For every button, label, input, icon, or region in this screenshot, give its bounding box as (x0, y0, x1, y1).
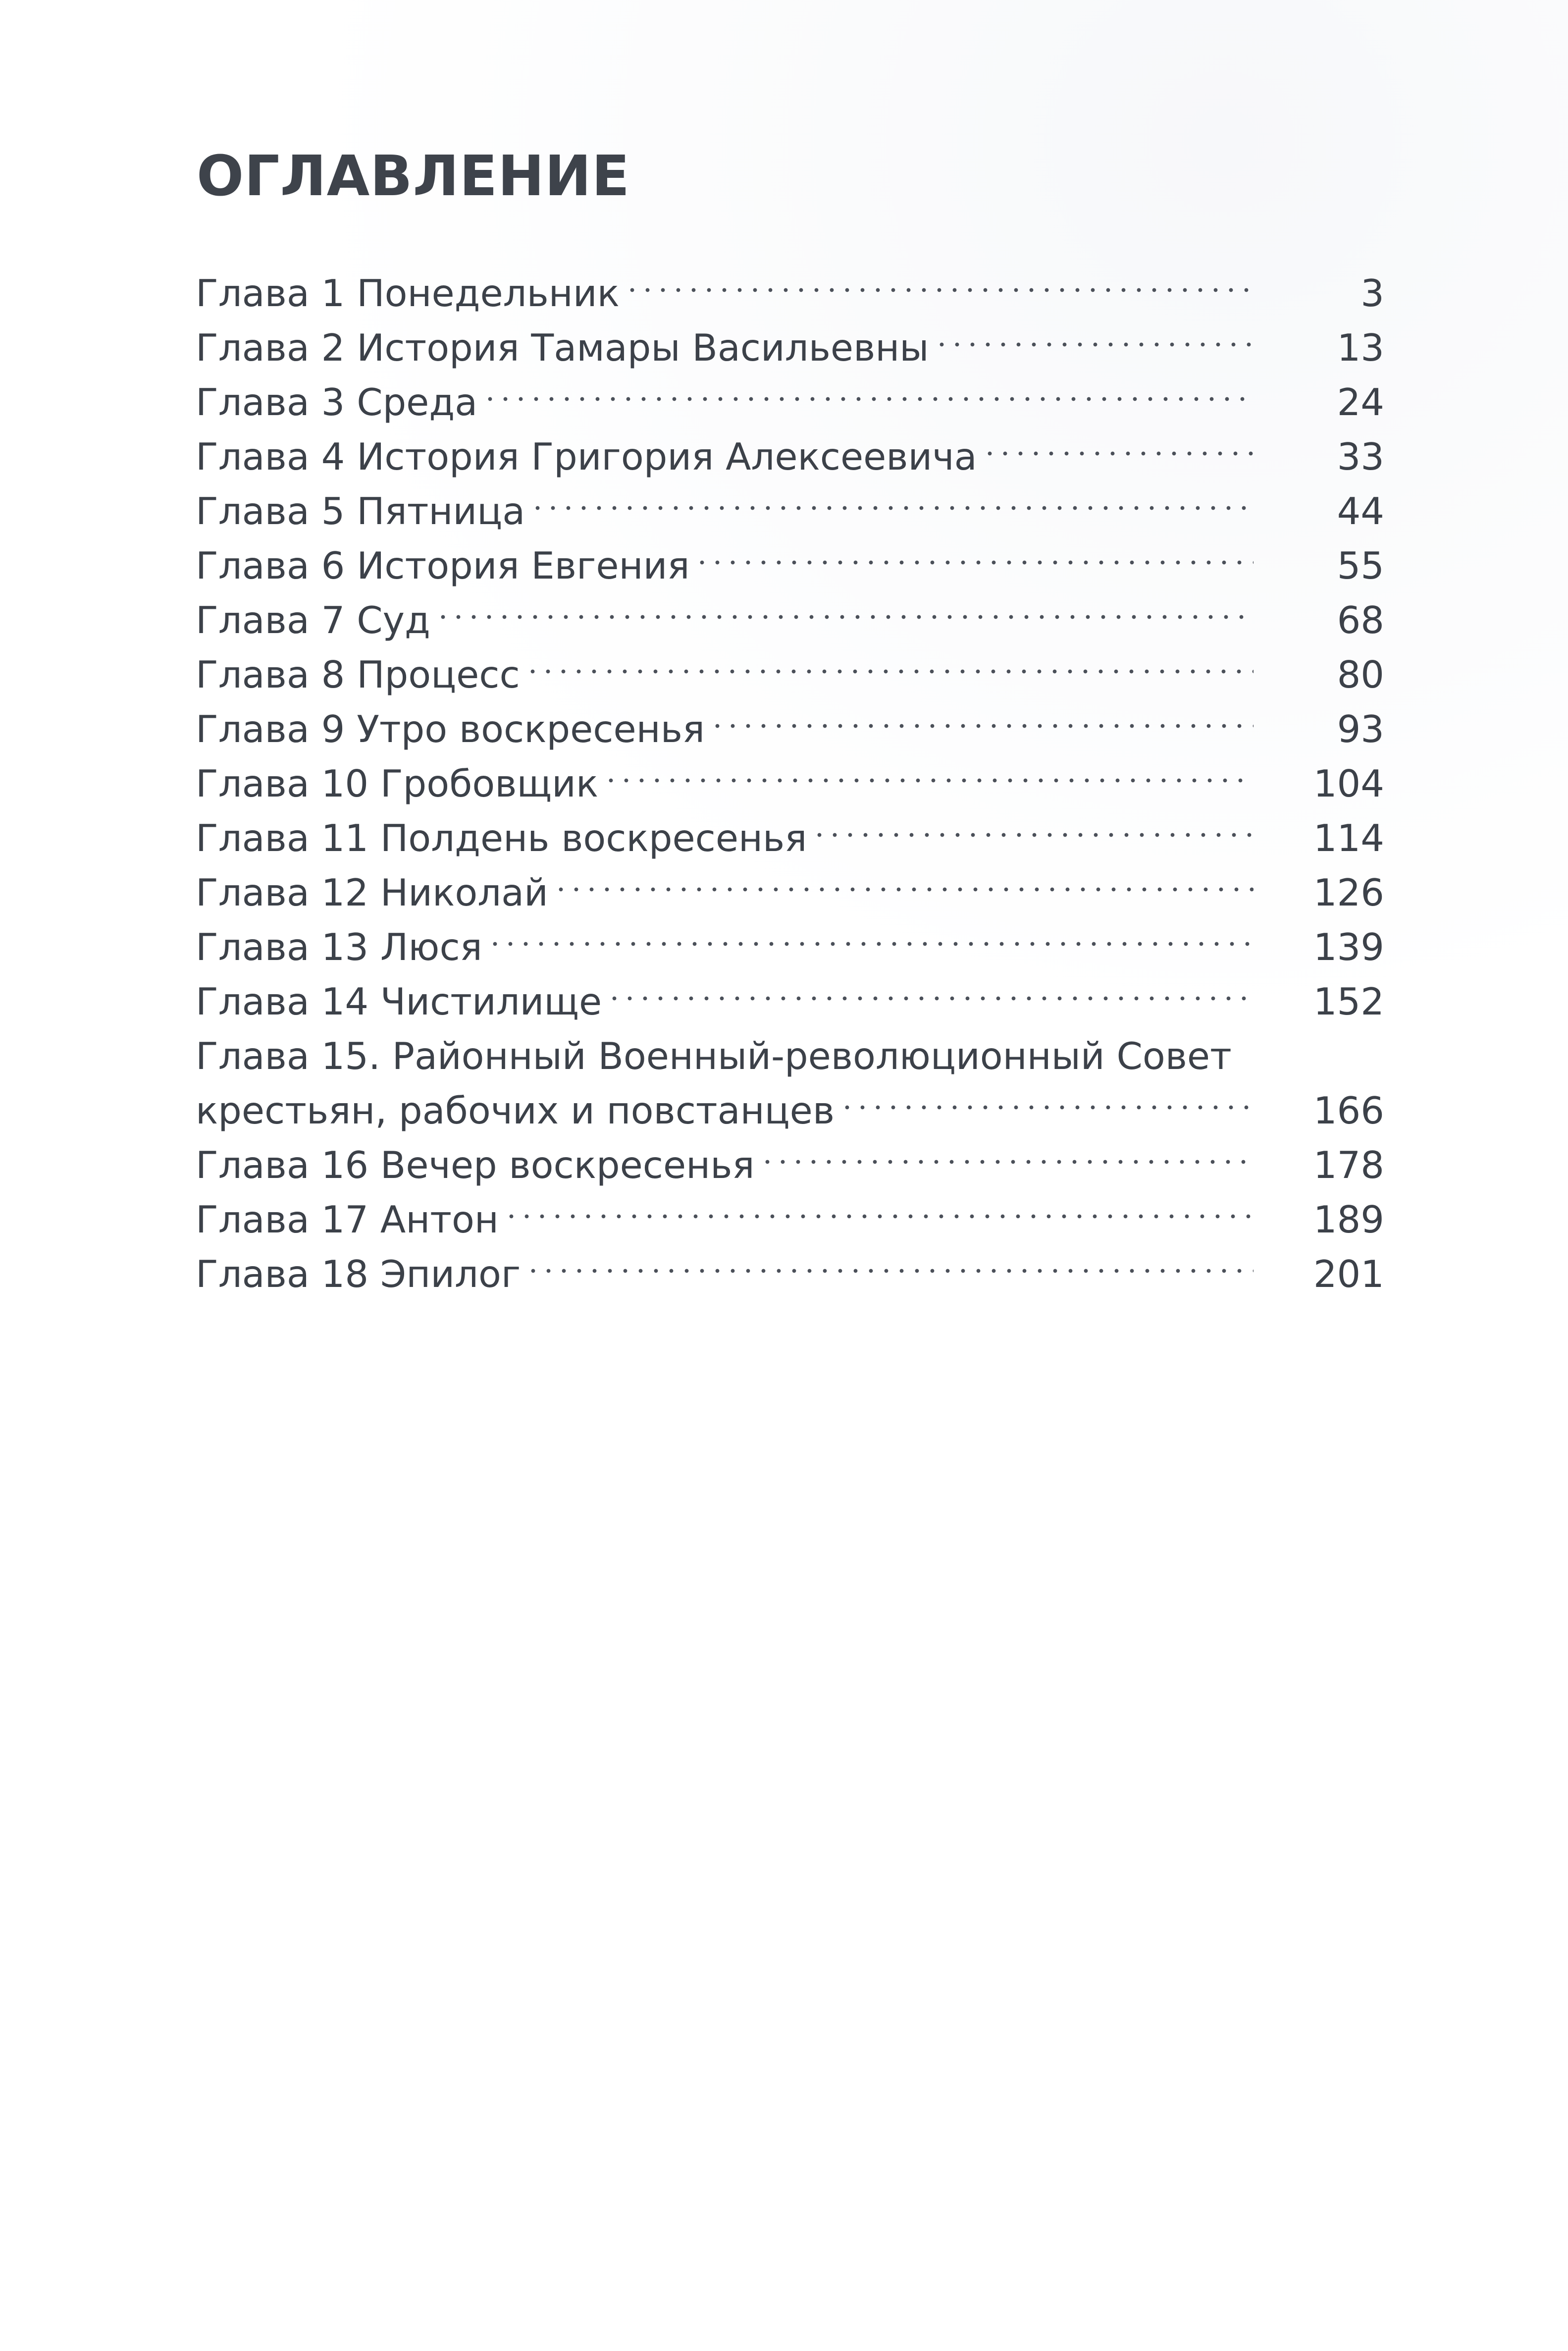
page-title: ОГЛАВЛЕНИЕ (197, 144, 630, 209)
toc-entry-label: крестьян, рабочих и повстанцев (196, 1089, 835, 1132)
toc-entry-label: Глава 7 Суд (196, 598, 430, 642)
toc-entry-label: Глава 1 Понедельник (196, 271, 620, 315)
toc-dot-leader (440, 579, 1254, 633)
toc-entry-label: Глава 3 Среда (196, 380, 478, 424)
toc-entry-label: Глава 4 История Григория Алексеевича (196, 435, 977, 479)
toc-entry-label: Глава 17 Антон (196, 1198, 499, 1241)
toc-dot-leader (699, 524, 1254, 579)
toc-dot-leader (817, 797, 1254, 851)
toc-entry-page-number: 3 (1360, 271, 1384, 315)
toc-entry-page-number: 166 (1313, 1089, 1384, 1132)
toc-dot-leader (939, 306, 1254, 361)
toc-entry-label: Глава 5 Пятница (196, 489, 525, 533)
toc-entry-list (196, 252, 1384, 1296)
toc-entry-page-number: 152 (1313, 980, 1384, 1023)
toc-dot-leader (509, 1178, 1254, 1232)
toc-dot-leader (844, 1069, 1254, 1123)
toc-entry-label: Глава 14 Чистилище (196, 980, 602, 1023)
toc-dot-leader (1242, 1015, 1254, 1069)
toc-dot-leader (558, 851, 1254, 906)
toc-entry-page-number: 55 (1337, 544, 1384, 588)
toc-entry-page-number: 68 (1337, 598, 1384, 642)
table-of-contents (196, 144, 1384, 1296)
toc-entry-page-number: 93 (1337, 707, 1384, 751)
toc-entry-page-number: 126 (1313, 871, 1384, 914)
toc-entry-label: Глава 8 Процесс (196, 653, 520, 696)
toc-entry-label: Глава 16 Вечер воскресенья (196, 1143, 755, 1187)
toc-dot-leader (487, 361, 1254, 415)
toc-dot-leader (612, 960, 1254, 1015)
toc-entry-label: Глава 12 Николай (196, 871, 548, 914)
toc-entry-page-number: 189 (1313, 1198, 1384, 1241)
toc-entry-page-number: 33 (1337, 435, 1384, 479)
toc-entry-label: Глава 18 Эпилог (196, 1252, 521, 1296)
toc-entry-page-number: 104 (1313, 762, 1384, 805)
toc-entry-page-number: 201 (1313, 1252, 1384, 1296)
toc-entry-label: Глава 6 История Евгения (196, 544, 690, 588)
toc-entry-page-number: 24 (1337, 380, 1384, 424)
toc-dot-leader (535, 470, 1254, 524)
toc-dot-leader (608, 742, 1254, 797)
toc-dot-leader (715, 688, 1254, 742)
toc-entry-label: Глава 13 Люся (196, 925, 482, 969)
toc-entry-page-number: 13 (1337, 326, 1384, 370)
toc-entry-page-number: 80 (1337, 653, 1384, 696)
toc-entry-label: Глава 10 Гробовщик (196, 762, 599, 805)
toc-entry-label: Глава 9 Утро воскресенья (196, 707, 705, 751)
toc-entry-page-number: 139 (1313, 925, 1384, 969)
toc-entry-page-number: 114 (1313, 816, 1384, 860)
toc-dot-leader (492, 906, 1254, 960)
toc-entry-label: Глава 2 История Тамары Васильевны (196, 326, 929, 370)
toc-dot-leader (987, 415, 1254, 470)
toc-entry-label: Глава 11 Полдень воскресенья (196, 816, 807, 860)
toc-dot-leader (765, 1123, 1254, 1178)
toc-entry[interactable] (196, 252, 1384, 315)
toc-entry-page-number: 44 (1337, 489, 1384, 533)
toc-dot-leader (530, 1232, 1254, 1287)
toc-dot-leader (629, 252, 1254, 306)
toc-dot-leader (530, 633, 1254, 688)
toc-entry-page-number: 178 (1313, 1143, 1384, 1187)
toc-entry-label: Глава 15. Районный Военный-революционный Совет (196, 1034, 1232, 1078)
